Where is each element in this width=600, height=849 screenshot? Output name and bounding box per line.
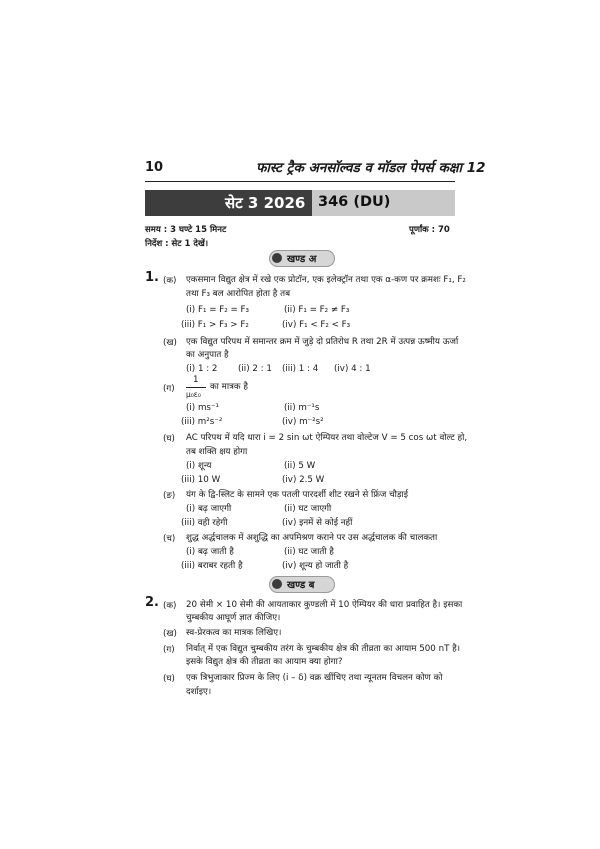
q1-g-option-3: (iii) m²s⁻²: [181, 417, 223, 427]
q2-kh-text: स्व-प्रेरकत्व का मात्रक लिखिए।: [186, 628, 282, 638]
q1-g-option-1: (i) ms⁻¹: [186, 403, 220, 413]
section-a-bullet-icon: [272, 253, 282, 263]
q1-gh-option-1: (i) शून्य: [186, 461, 212, 471]
q2-k-text-cont: चुम्बकीय आघूर्ण ज्ञात कीजिए।: [186, 613, 281, 623]
exam-time: समय : 3 घण्टे 15 मिनट: [145, 225, 227, 235]
max-marks: पूर्णांक : 70: [409, 225, 450, 235]
q1-ch-option-2: (ii) घट जाती है: [284, 547, 334, 557]
q1-ch-option-3: (iii) बराबर रहती है: [181, 561, 243, 571]
q2-g-text-cont: इसके विद्युत क्षेत्र की तीव्रता का आयाम क्या होगा?: [186, 657, 343, 667]
q2-gh-text-cont: दर्शाइए।: [186, 687, 212, 697]
q1-k-text-cont: तथा F₃ बल आरोपित होता है तब: [186, 289, 291, 299]
q1-ng-tag: (ङ): [163, 491, 176, 501]
q1-k-option-1: (i) F₁ = F₂ = F₃: [186, 305, 249, 315]
q1-ch-text: शुद्ध अर्द्धचालक में अशुद्धि का अपमिश्रण कराने पर उस अर्द्धचालक की चालकता: [186, 533, 438, 543]
q1-gh-text: AC परिपथ में यदि धारा i = 2 sin ωt ऐम्पियर तथा वोल्टेज V = 5 cos ωt वोल्ट हो,: [186, 433, 468, 443]
q1-k-option-2: (ii) F₁ = F₂ ≠ F₃: [284, 305, 350, 315]
q1-k-tag: (क): [163, 276, 177, 286]
q2-gh-text: एक त्रिभुजाकार प्रिज्म के लिए (i – δ) वक्र खींचिए तथा न्यूनतम विचलन कोण को: [186, 673, 443, 683]
q2-gh-tag: (घ): [163, 674, 175, 684]
q1-ng-option-3: (iii) वही रहेगी: [181, 518, 228, 528]
paper-code: 346 (DU): [318, 194, 391, 210]
header-divider: [145, 181, 455, 182]
instruction: निर्देश : सेट 1 देखें।: [145, 239, 209, 249]
q1-ch-tag: (च): [163, 534, 176, 544]
q1-k-option-4: (iv) F₁ < F₂ < F₃: [282, 320, 351, 330]
q2-k-text: 20 सेमी × 10 सेमी की आयताकार कुण्डली में 10 ऐम्पियर की धारा प्रवाहित है। इसका: [186, 600, 463, 610]
q1-g-option-4: (iv) m⁻²s²: [282, 417, 324, 427]
q1-kh-option-4: (iv) 4 : 1: [334, 364, 371, 374]
q2-number: 2.: [145, 595, 159, 610]
section-b-title: खण्ड ब: [287, 580, 315, 591]
q1-ng-option-2: (ii) घट जाएगी: [284, 504, 332, 514]
page-number: 10: [145, 160, 164, 175]
book-title: फास्ट ट्रैक अनसॉल्वड व मॉडल पेपर्स कक्षा 12: [256, 160, 486, 176]
q1-gh-option-3: (iii) 10 W: [181, 475, 221, 485]
q1-kh-text-cont: का अनुपात है: [186, 350, 229, 360]
section-b-bullet-icon: [272, 579, 282, 589]
q1-kh-option-3: (iii) 1 : 4: [282, 364, 319, 374]
set-label: सेट 3 2026: [225, 194, 306, 212]
q1-kh-option-1: (i) 1 : 2: [186, 364, 218, 374]
q2-kh-tag: (ख): [163, 629, 177, 639]
q1-g-frac-bar: [186, 387, 206, 388]
q1-g-text: का मात्रक है: [210, 382, 248, 392]
section-a-title: खण्ड अ: [287, 254, 317, 265]
q1-g-tag: (ग): [163, 384, 175, 394]
q1-g-frac-denominator: μ₀ε₀: [186, 390, 201, 399]
q1-ch-option-1: (i) बढ़ जाती है: [186, 547, 234, 557]
q1-kh-text: एक विद्युत परिपथ में समान्तर क्रम में जुड़े दो प्रतिरोध R तथा 2R में उत्पन्न ऊष्मीय ऊर्जा: [186, 337, 459, 347]
q1-k-option-3: (iii) F₁ > F₃ > F₂: [181, 320, 249, 330]
q1-kh-tag: (ख): [163, 338, 177, 348]
q1-k-text: एकसमान विद्युत क्षेत्र में रखे एक प्रोटॉन, एक इलेक्ट्रॉन तथा एक α-कण पर क्रमशः F₁, F₂: [186, 275, 466, 285]
q1-ng-text: यंग के द्वि-स्लिट के सामने एक पतली पारदर्शी शीट रखने से फ्रिंज चौड़ाई: [186, 490, 409, 500]
q1-ng-option-4: (iv) इनमें से कोई नहीं: [282, 518, 353, 528]
q1-gh-text-cont: तब शक्ति क्षय होगा: [186, 447, 248, 457]
q1-ch-option-4: (iv) शून्य हो जाती है: [282, 561, 349, 571]
q1-gh-tag: (घ): [163, 434, 175, 444]
q1-g-option-2: (ii) m⁻¹s: [284, 403, 320, 413]
q1-gh-option-4: (iv) 2.5 W: [282, 475, 325, 485]
q2-k-tag: (क): [163, 601, 177, 611]
q2-g-text: निर्वात् में एक विद्युत चुम्बकीय तरंग के चुम्बकीय क्षेत्र की तीव्रता का आयाम 500 nT है।: [186, 644, 461, 654]
q1-ng-option-1: (i) बढ़ जाएगी: [186, 504, 232, 514]
q2-g-tag: (ग): [163, 645, 175, 655]
q1-g-frac-numerator: 1: [193, 375, 199, 385]
q1-gh-option-2: (ii) 5 W: [284, 461, 316, 471]
q1-kh-option-2: (ii) 2 : 1: [238, 364, 272, 374]
q1-number: 1.: [145, 270, 159, 285]
